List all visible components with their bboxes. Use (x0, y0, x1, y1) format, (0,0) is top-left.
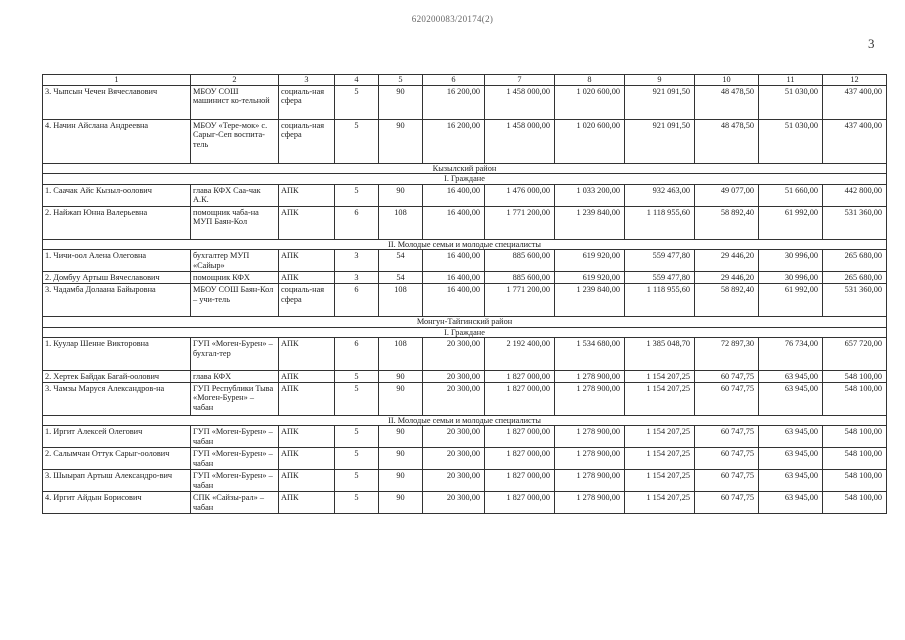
table-cell: 3 (335, 272, 379, 284)
column-number: 11 (759, 75, 823, 86)
table-cell: 16 400,00 (423, 206, 485, 239)
table-cell: 2. Салымчан Оттук Сарыг-оолович (43, 448, 191, 470)
table-cell: 60 747,75 (695, 448, 759, 470)
table-cell: АПК (279, 382, 335, 415)
table-cell: 20 300,00 (423, 426, 485, 448)
table-cell: 5 (335, 371, 379, 383)
table-cell: 29 446,20 (695, 250, 759, 272)
table-cell: 1 278 900,00 (555, 382, 625, 415)
table-cell: АПК (279, 206, 335, 239)
table-cell: 1 476 000,00 (485, 184, 555, 206)
table-cell: 885 600,00 (485, 250, 555, 272)
table-row (43, 371, 887, 383)
table-cell: 265 680,00 (823, 250, 887, 272)
table-cell: 4. Иргит Айдын Борисович (43, 492, 191, 514)
table-cell: 108 (379, 338, 423, 371)
section-row (43, 163, 887, 174)
table-cell: 51 660,00 (759, 184, 823, 206)
table-cell: 60 747,75 (695, 382, 759, 415)
table-cell: МБОУ СОШ машинист ко-тельной (191, 85, 279, 119)
table-cell: помощник чаба-на МУП Баян-Кол (191, 206, 279, 239)
table-cell: 63 945,00 (759, 371, 823, 383)
table-cell: 54 (379, 272, 423, 284)
table-row (43, 85, 887, 119)
table-cell: социаль-ная сфера (279, 85, 335, 119)
table-cell: 1 827 000,00 (485, 382, 555, 415)
document-id: 620200083/20174(2) (411, 14, 494, 24)
table-cell: ГУП «Моген-Бурен» – чабан (191, 470, 279, 492)
table-cell: 20 300,00 (423, 371, 485, 383)
table-cell: 1 154 207,25 (625, 371, 695, 383)
table-cell: 3. Чамзы Маруся Александров-на (43, 382, 191, 415)
table-cell: 5 (335, 492, 379, 514)
table-cell: 61 992,00 (759, 206, 823, 239)
section-row (43, 239, 887, 250)
section-title: Кызылский район (43, 163, 887, 174)
table-cell: 16 400,00 (423, 272, 485, 284)
table-cell: 921 091,50 (625, 119, 695, 163)
table-cell: АПК (279, 492, 335, 514)
table-cell: 3 (335, 250, 379, 272)
table-cell: 921 091,50 (625, 85, 695, 119)
table-cell: 90 (379, 448, 423, 470)
table-cell: 437 400,00 (823, 85, 887, 119)
table-cell: МБОУ «Тере-мок» с. Сарыг-Сеп воспита-тель (191, 119, 279, 163)
data-table (42, 74, 887, 514)
table-cell: 90 (379, 382, 423, 415)
column-number: 12 (823, 75, 887, 86)
table-cell: социаль-ная сфера (279, 283, 335, 316)
table-cell: 1 827 000,00 (485, 426, 555, 448)
table-cell: 20 300,00 (423, 448, 485, 470)
table-cell: 5 (335, 382, 379, 415)
table-cell: глава КФХ Саа-чак А.К. (191, 184, 279, 206)
table-cell: 60 747,75 (695, 470, 759, 492)
table-cell: 442 800,00 (823, 184, 887, 206)
table-cell: 1 278 900,00 (555, 426, 625, 448)
table-cell: 1 278 900,00 (555, 371, 625, 383)
table-cell: 90 (379, 426, 423, 448)
table-cell: глава КФХ (191, 371, 279, 383)
table-cell: 1 278 900,00 (555, 470, 625, 492)
table-cell: 1 154 207,25 (625, 448, 695, 470)
table-cell: 60 747,75 (695, 426, 759, 448)
table-cell: 61 992,00 (759, 283, 823, 316)
column-number: 1 (43, 75, 191, 86)
table-cell: 1 033 200,00 (555, 184, 625, 206)
table-cell: 2. Хертек Байдак Багай-оолович (43, 371, 191, 383)
table-cell: 1 385 048,70 (625, 338, 695, 371)
column-number: 3 (279, 75, 335, 86)
table-cell: 1 827 000,00 (485, 371, 555, 383)
table-cell: 20 300,00 (423, 492, 485, 514)
table-cell: 1 154 207,25 (625, 470, 695, 492)
table-row (43, 426, 887, 448)
table-cell: 1 239 840,00 (555, 206, 625, 239)
table-row (43, 382, 887, 415)
table-row (43, 184, 887, 206)
table-cell: 1 827 000,00 (485, 448, 555, 470)
table-cell: 548 100,00 (823, 492, 887, 514)
table-cell: 90 (379, 184, 423, 206)
table-cell: 5 (335, 426, 379, 448)
table-cell: 20 300,00 (423, 382, 485, 415)
table-cell: 90 (379, 470, 423, 492)
table-cell: 2. Домбуу Артыш Вячеславович (43, 272, 191, 284)
table-cell: 5 (335, 470, 379, 492)
table-cell: 20 300,00 (423, 338, 485, 371)
table-cell: 51 030,00 (759, 119, 823, 163)
page-number: 3 (868, 36, 875, 51)
table-row (43, 272, 887, 284)
table-cell: АПК (279, 426, 335, 448)
table-cell: 58 892,40 (695, 283, 759, 316)
table-cell: АПК (279, 272, 335, 284)
table-cell: 6 (335, 206, 379, 239)
section-title: Монгун-Тайгинский район (43, 316, 887, 327)
table-cell: 90 (379, 371, 423, 383)
table-cell: ГУП Республики Тыва «Моген-Бурен» – чабан (191, 382, 279, 415)
table-cell: 29 446,20 (695, 272, 759, 284)
table-cell: 548 100,00 (823, 470, 887, 492)
table-cell: 48 478,50 (695, 85, 759, 119)
table-cell: 90 (379, 119, 423, 163)
table-cell: 90 (379, 492, 423, 514)
table-cell: СПК «Сайзы-рал» – чабан (191, 492, 279, 514)
table-cell: 48 478,50 (695, 119, 759, 163)
table-cell: АПК (279, 184, 335, 206)
section-title: I. Граждане (43, 174, 887, 185)
table-cell: 1 458 000,00 (485, 85, 555, 119)
table-cell: 1. Иргит Алексей Олегович (43, 426, 191, 448)
table-cell: 5 (335, 85, 379, 119)
table-cell: 548 100,00 (823, 382, 887, 415)
table-cell: ГУП «Моген-Бурен» – чабан (191, 448, 279, 470)
table-cell: 30 996,00 (759, 250, 823, 272)
table-cell: 1. Чичи-оол Алена Олеговна (43, 250, 191, 272)
table-cell: 548 100,00 (823, 448, 887, 470)
section-title: II. Молодые семьи и молодые специалисты (43, 239, 887, 250)
table-cell: 1 534 680,00 (555, 338, 625, 371)
table-cell: 16 400,00 (423, 283, 485, 316)
table-cell: 2. Найжап Юнна Валерьевна (43, 206, 191, 239)
table-cell: 63 945,00 (759, 426, 823, 448)
table-row (43, 448, 887, 470)
table-cell: 6 (335, 283, 379, 316)
table-cell: бухгалтер МУП «Сайыр» (191, 250, 279, 272)
column-number: 8 (555, 75, 625, 86)
table-cell: 1 771 200,00 (485, 283, 555, 316)
table-cell: 5 (335, 119, 379, 163)
section-row (43, 316, 887, 327)
table-cell: 63 945,00 (759, 448, 823, 470)
table-cell: 1. Куулар Шенне Викторовна (43, 338, 191, 371)
table-cell: 619 920,00 (555, 250, 625, 272)
table-cell: 437 400,00 (823, 119, 887, 163)
table-cell: 76 734,00 (759, 338, 823, 371)
section-title: II. Молодые семьи и молодые специалисты (43, 415, 887, 426)
table-cell: 265 680,00 (823, 272, 887, 284)
column-number: 10 (695, 75, 759, 86)
table-cell: 1. Саачак Айс Кызыл-оолович (43, 184, 191, 206)
table-body (43, 75, 887, 514)
table-cell: 20 300,00 (423, 470, 485, 492)
table-cell: 63 945,00 (759, 492, 823, 514)
table-cell: МБОУ СОШ Баян-Кол – учи-тель (191, 283, 279, 316)
table-row (43, 250, 887, 272)
table-cell: 49 077,00 (695, 184, 759, 206)
table-cell: 657 720,00 (823, 338, 887, 371)
table-cell: 90 (379, 85, 423, 119)
table-cell: 619 920,00 (555, 272, 625, 284)
table-cell: АПК (279, 371, 335, 383)
table-cell: ГУП «Моген-Бурен» – чабан (191, 426, 279, 448)
table-cell: 16 200,00 (423, 119, 485, 163)
table-cell: 72 897,30 (695, 338, 759, 371)
table-cell: 1 118 955,60 (625, 206, 695, 239)
table-cell: 3. Шыырап Артыш Александро-вич (43, 470, 191, 492)
table-cell: социаль-ная сфера (279, 119, 335, 163)
table-cell: 1 118 955,60 (625, 283, 695, 316)
table-cell: 5 (335, 184, 379, 206)
table-cell: 3. Чадамба Долаана Байыровна (43, 283, 191, 316)
table-cell: 1 020 600,00 (555, 119, 625, 163)
section-row (43, 327, 887, 338)
table-cell: 1 827 000,00 (485, 470, 555, 492)
table-cell: 1 154 207,25 (625, 492, 695, 514)
table-cell: 60 747,75 (695, 492, 759, 514)
table-cell: 1 020 600,00 (555, 85, 625, 119)
table-cell: АПК (279, 470, 335, 492)
section-title: I. Граждане (43, 327, 887, 338)
table-cell: 58 892,40 (695, 206, 759, 239)
table-cell: 2 192 400,00 (485, 338, 555, 371)
column-number: 6 (423, 75, 485, 86)
table-cell: 531 360,00 (823, 206, 887, 239)
table-cell: 4. Начин Айслана Андреевна (43, 119, 191, 163)
table-row (43, 338, 887, 371)
table-cell: 531 360,00 (823, 283, 887, 316)
table-cell: 932 463,00 (625, 184, 695, 206)
table-cell: 1 827 000,00 (485, 492, 555, 514)
table-cell: 63 945,00 (759, 382, 823, 415)
table-cell: 559 477,80 (625, 250, 695, 272)
table-cell: 6 (335, 338, 379, 371)
column-number: 4 (335, 75, 379, 86)
table-cell: 1 154 207,25 (625, 426, 695, 448)
table-cell: 1 278 900,00 (555, 492, 625, 514)
column-number: 5 (379, 75, 423, 86)
table-row (43, 206, 887, 239)
table-cell: 108 (379, 283, 423, 316)
table-cell: ГУП «Моген-Бурен» – бухгал-тер (191, 338, 279, 371)
table-cell: 559 477,80 (625, 272, 695, 284)
table-row (43, 492, 887, 514)
table-cell: 108 (379, 206, 423, 239)
column-number: 2 (191, 75, 279, 86)
table-cell: 3. Чыпсын Чечен Вячеславович (43, 85, 191, 119)
table-cell: 548 100,00 (823, 426, 887, 448)
table-cell: 1 458 000,00 (485, 119, 555, 163)
table-cell: 5 (335, 448, 379, 470)
table-cell: АПК (279, 250, 335, 272)
table-cell: АПК (279, 338, 335, 371)
column-number: 7 (485, 75, 555, 86)
table-cell: 1 278 900,00 (555, 448, 625, 470)
table-cell: 30 996,00 (759, 272, 823, 284)
table-cell: 548 100,00 (823, 371, 887, 383)
table-cell: 1 771 200,00 (485, 206, 555, 239)
table-cell: 16 200,00 (423, 85, 485, 119)
table-cell: 63 945,00 (759, 470, 823, 492)
table-cell: 54 (379, 250, 423, 272)
table-cell: 1 239 840,00 (555, 283, 625, 316)
table-cell: АПК (279, 448, 335, 470)
table-cell: 885 600,00 (485, 272, 555, 284)
section-row (43, 174, 887, 185)
column-number: 9 (625, 75, 695, 86)
table-cell: 51 030,00 (759, 85, 823, 119)
table-row (43, 283, 887, 316)
table-row (43, 470, 887, 492)
table-cell: 16 400,00 (423, 184, 485, 206)
table-cell: помощник КФХ (191, 272, 279, 284)
section-row (43, 415, 887, 426)
table-cell: 60 747,75 (695, 371, 759, 383)
table-cell: 1 154 207,25 (625, 382, 695, 415)
table-row (43, 119, 887, 163)
table-cell: 16 400,00 (423, 250, 485, 272)
column-number-row (43, 75, 887, 86)
